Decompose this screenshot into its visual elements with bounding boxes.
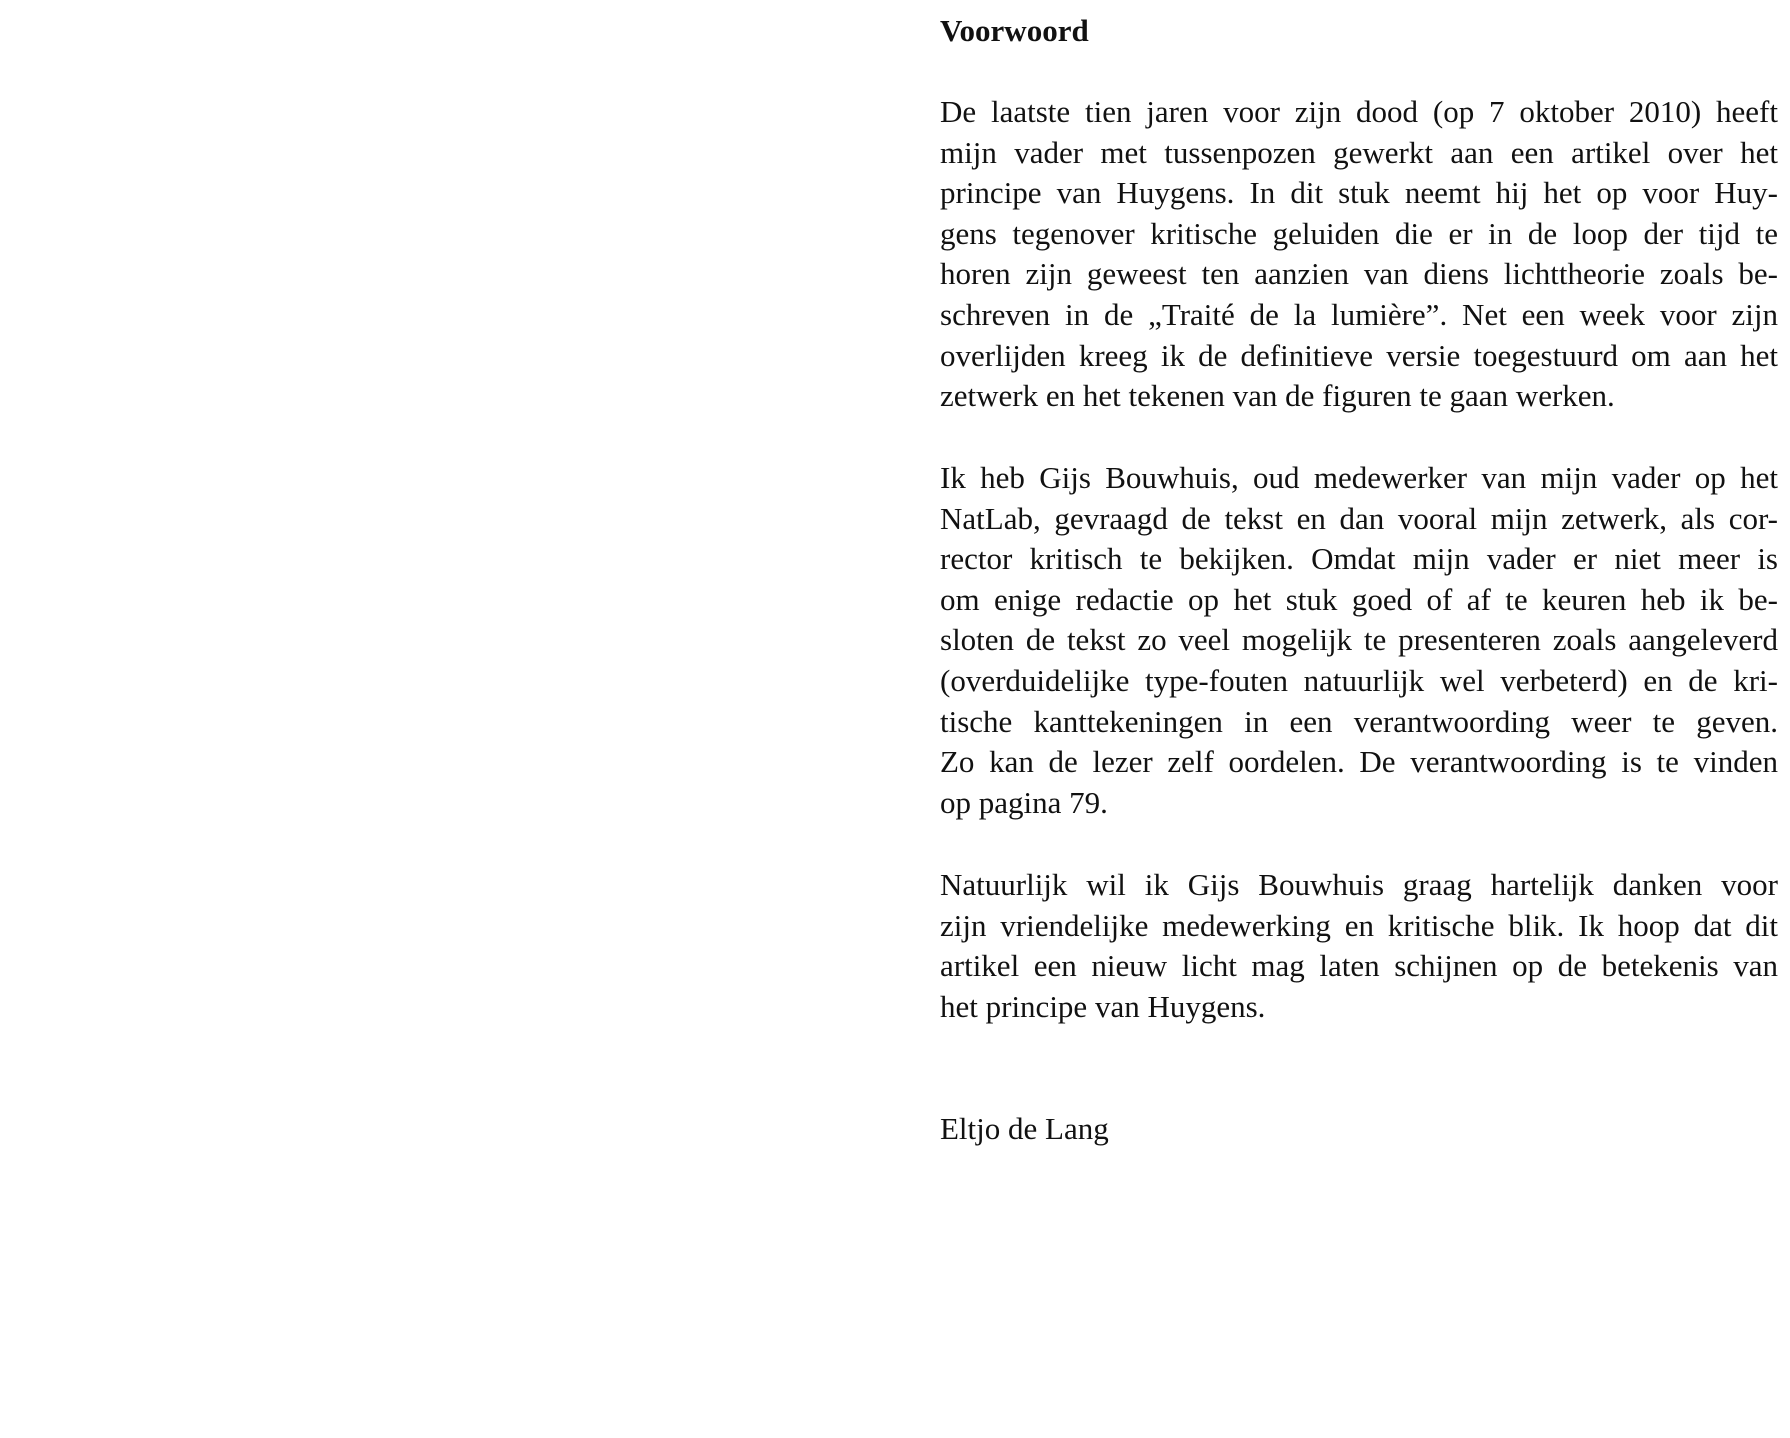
right-page: [940, 0, 1778, 1438]
page-title: Voorwoord: [940, 13, 1089, 48]
text-line: principe van Huygens. In dit stuk neemt hij het op voor Huy-: [940, 175, 1778, 211]
text-line: horen zijn geweest ten aanzien van diens lichttheorie zoals be-: [940, 256, 1778, 292]
paragraph-2: [940, 458, 1778, 823]
paragraph-1: [940, 92, 1778, 417]
text-line: zijn vriendelijke medewerking en kritische blik. Ik hoop dat dit: [940, 907, 1778, 943]
text-line: mijn vader met tussenpozen gewerkt aan een artikel over het: [940, 134, 1778, 170]
text-line: Ik heb Gijs Bouwhuis, oud medewerker van mijn vader op het: [940, 460, 1778, 495]
signature: Eltjo de Lang: [940, 1111, 1109, 1146]
text-line: gens tegenover kritische geluiden die er in de loop der tijd te: [940, 215, 1778, 251]
text-line: het principe van Huygens.: [940, 988, 1266, 1024]
text-line: overlijden kreeg ik de definitieve versie toegestuurd om aan het: [940, 337, 1778, 373]
text-line: zetwerk en het tekenen van de figuren te gaan werken.: [940, 378, 1615, 414]
text-line: op pagina 79.: [940, 784, 1108, 820]
text-line: NatLab, gevraagd de tekst en dan vooral mijn zetwerk, als cor-: [940, 500, 1778, 536]
text-line: De laatste tien jaren voor zijn dood (op 7 oktober 2010) heeft: [940, 94, 1778, 129]
text-line: rector kritisch te bekijken. Omdat mijn vader er niet meer is: [940, 541, 1778, 577]
text-line: artikel een nieuw licht mag laten schijnen op de betekenis van: [940, 948, 1778, 984]
text-line: om enige redactie op het stuk goed of af te keuren heb ik be-: [940, 581, 1778, 617]
text-line: schreven in de „Traité de la lumière”. Net een week voor zijn: [940, 296, 1778, 332]
text-line: Natuurlijk wil ik Gijs Bouwhuis graag hartelijk danken voor: [940, 867, 1778, 902]
paragraph-3: [940, 865, 1778, 1027]
text-line: Zo kan de lezer zelf oordelen. De verantwoording is te vinden: [940, 744, 1778, 780]
text-line: (overduidelijke type-fouten natuurlijk wel verbeterd) en de kri-: [940, 662, 1778, 698]
text-line: sloten de tekst zo veel mogelijk te presenteren zoals aangeleverd: [940, 622, 1778, 658]
text-line: tische kanttekeningen in een verantwoording weer te geven.: [940, 703, 1778, 739]
